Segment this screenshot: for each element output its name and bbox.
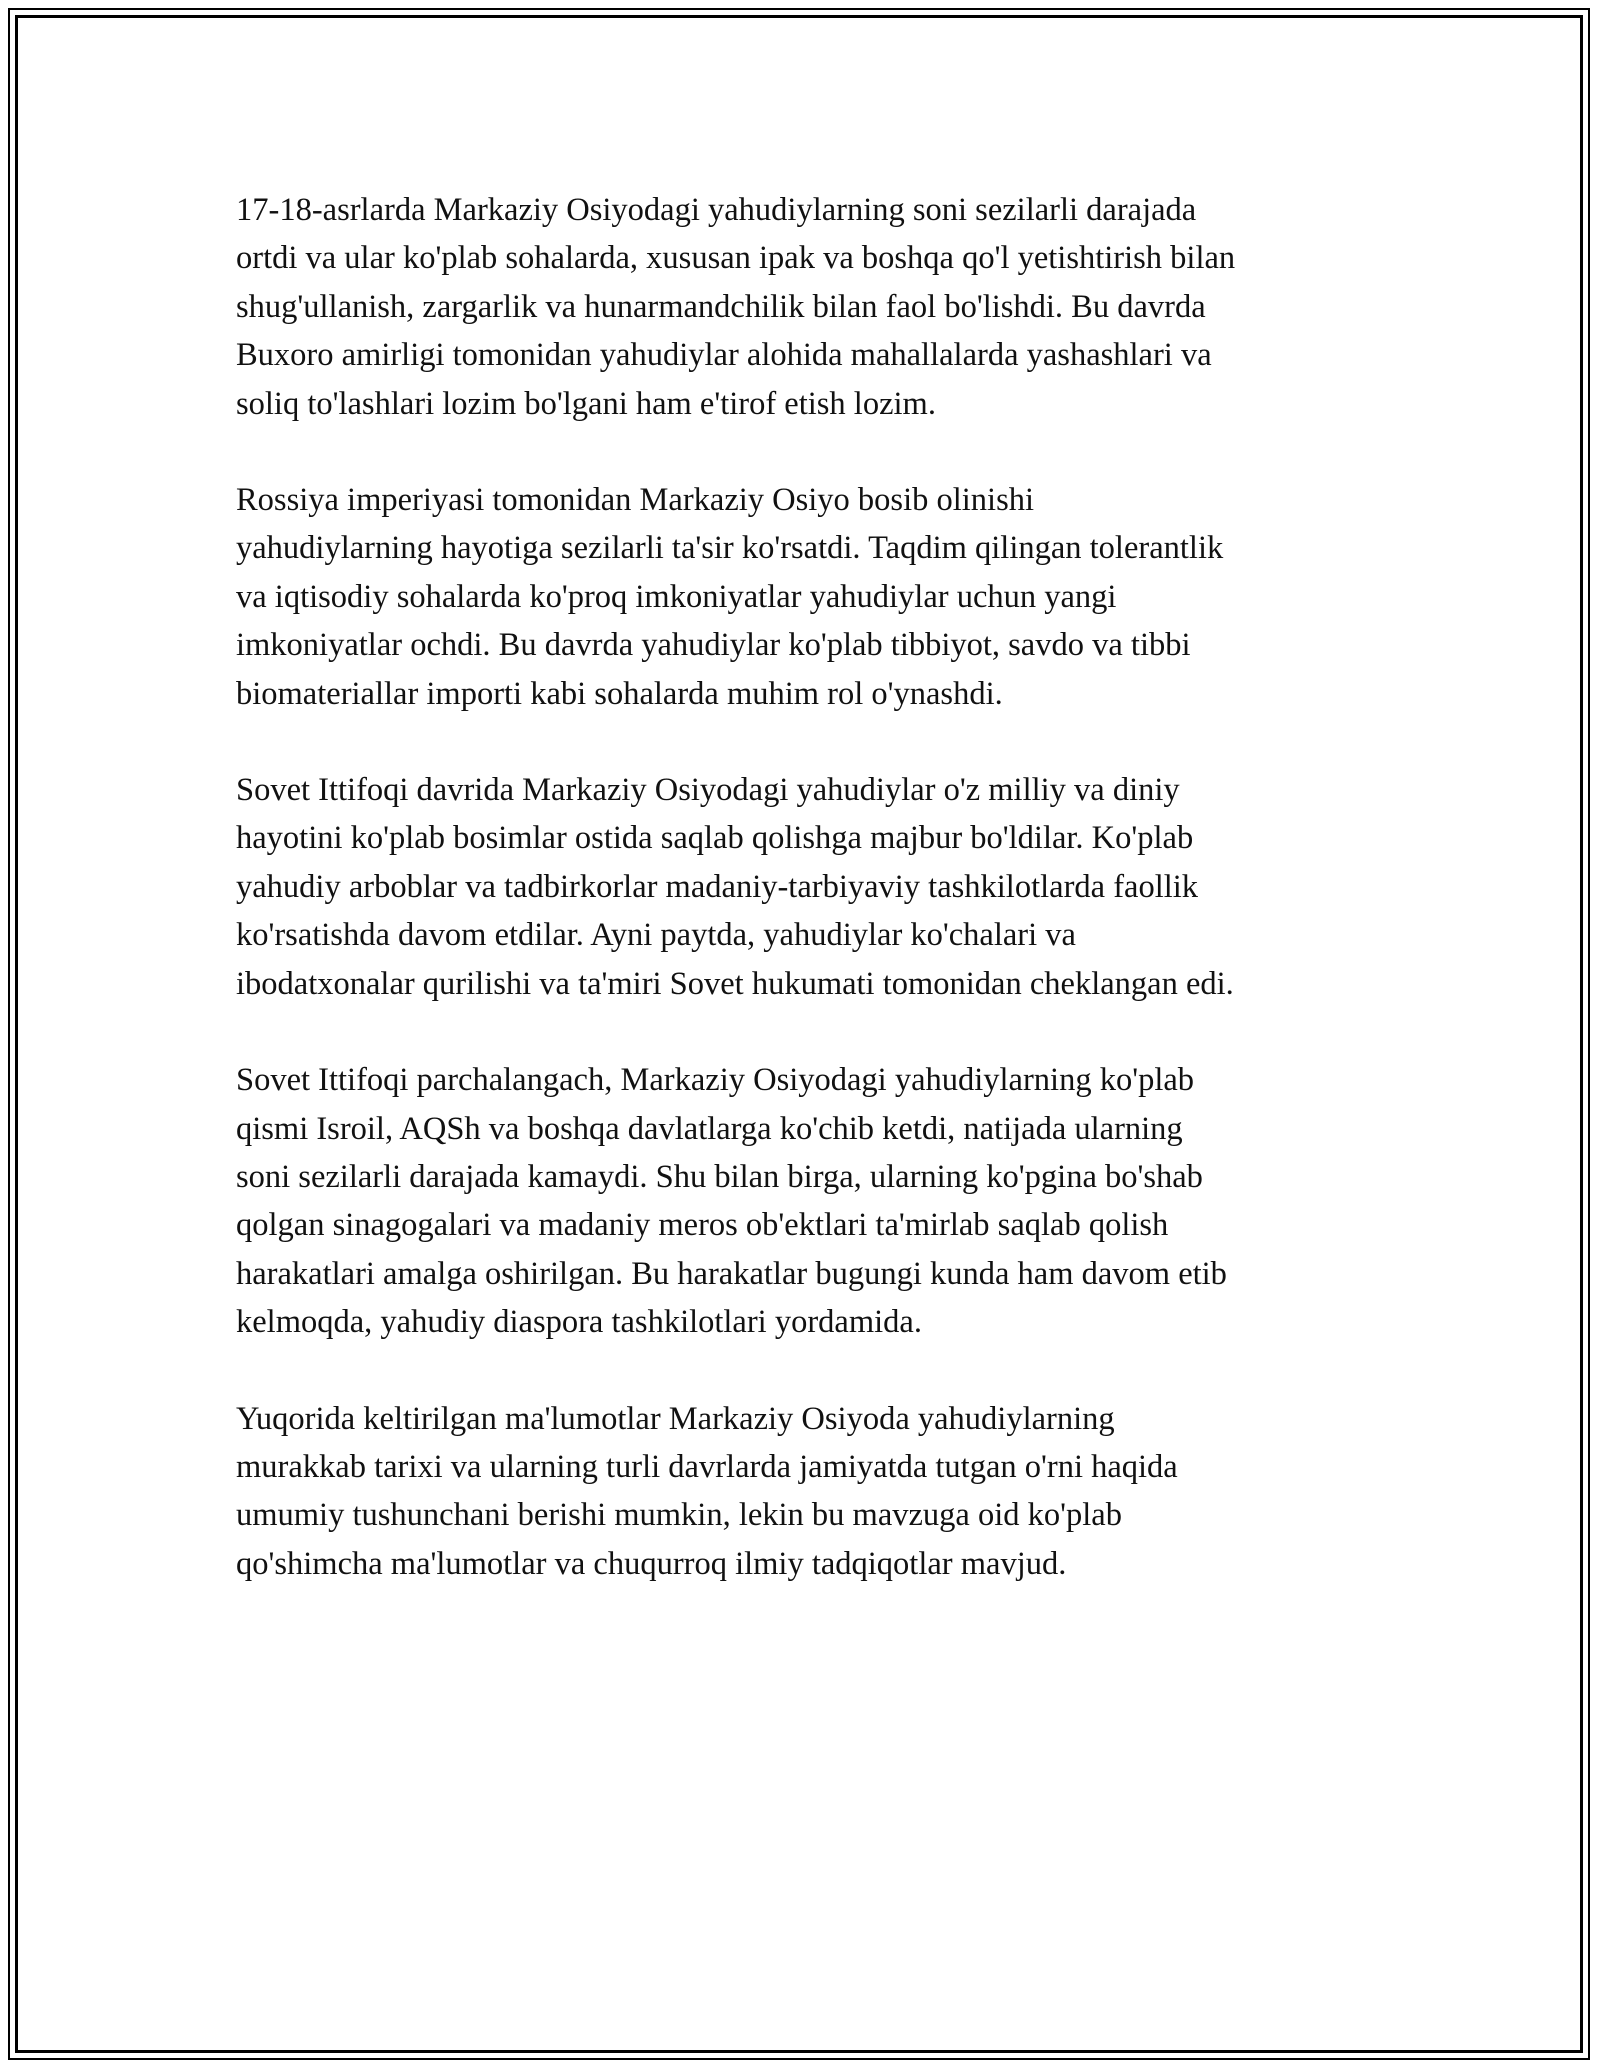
paragraph-1: 17-18-asrlarda Markaziy Osiyodagi yahudiylarning soni sezilarli darajada ortdi va ular ko'plab sohalarda, xususan ipak va boshqa qo'l yetishtirish bilan shug'ullanish, zargarlik va hunarmandchilik bilan faol bo'lishdi. Bu davrda Buxoro amirligi tomonidan yahudiylar alohida mahallalarda yashashlari va soliq to'lashlari lozim bo'lgani ham e'tirof etish lozim.	[236, 192, 1236, 422]
document-body	[236, 186, 1376, 1636]
paragraph-2: Rossiya imperiyasi tomonidan Markaziy Osiyo bosib olinishi yahudiylarning hayotiga sezilarli ta'sir ko'rsatdi. Taqdim qilingan tolerantlik va iqtisodiy sohalarda ko'proq imkoniyatlar yahudiylar uchun yangi imkoniyatlar ochdi. Bu davrda yahudiylar ko'plab tibbiyot, savdo va tibbi biomateriallar importi kabi sohalarda muhim rol o'ynashdi.	[236, 482, 1224, 712]
paragraph-4: Sovet Ittifoqi parchalangach, Markaziy Osiyodagi yahudiylarning ko'plab qismi Isroil, AQSh va boshqa davlatlarga ko'chib ketdi, natijada ularning soni sezilarli darajada kamaydi. Shu bilan birga, ularning ko'pgina bo'shab qolgan sinagogalari va madaniy meros ob'ektlari ta'mirlab saqlab qolish harakatlari amalga oshirilgan. Bu harakatlar bugungi kunda ham davom etib kelmoqda, yahudiy diaspora tashkilotlari yordamida.	[236, 1062, 1227, 1341]
paragraph-3: Sovet Ittifoqi davrida Markaziy Osiyodagi yahudiylar o'z milliy va diniy hayotini ko'plab bosimlar ostida saqlab qolishga majbur bo'ldilar. Ko'plab yahudiy arboblar va tadbirkorlar madaniy-tarbiyaviy tashkilotlarda faollik ko'rsatishda davom etdilar. Ayni paytda, yahudiylar ko'chalari va ibodatxonalar qurilishi va ta'miri Sovet hukumati tomonidan cheklangan edi.	[236, 772, 1234, 1002]
paragraph-5: Yuqorida keltirilgan ma'lumotlar Markaziy Osiyoda yahudiylarning murakkab tarixi va ularning turli davrlarda jamiyatda tutgan o'rni haqida umumiy tushunchani berishi mumkin, lekin bu mavzuga oid ko'plab qo'shimcha ma'lumotlar va chuqurroq ilmiy tadqiqotlar mavjud.	[236, 1400, 1178, 1582]
